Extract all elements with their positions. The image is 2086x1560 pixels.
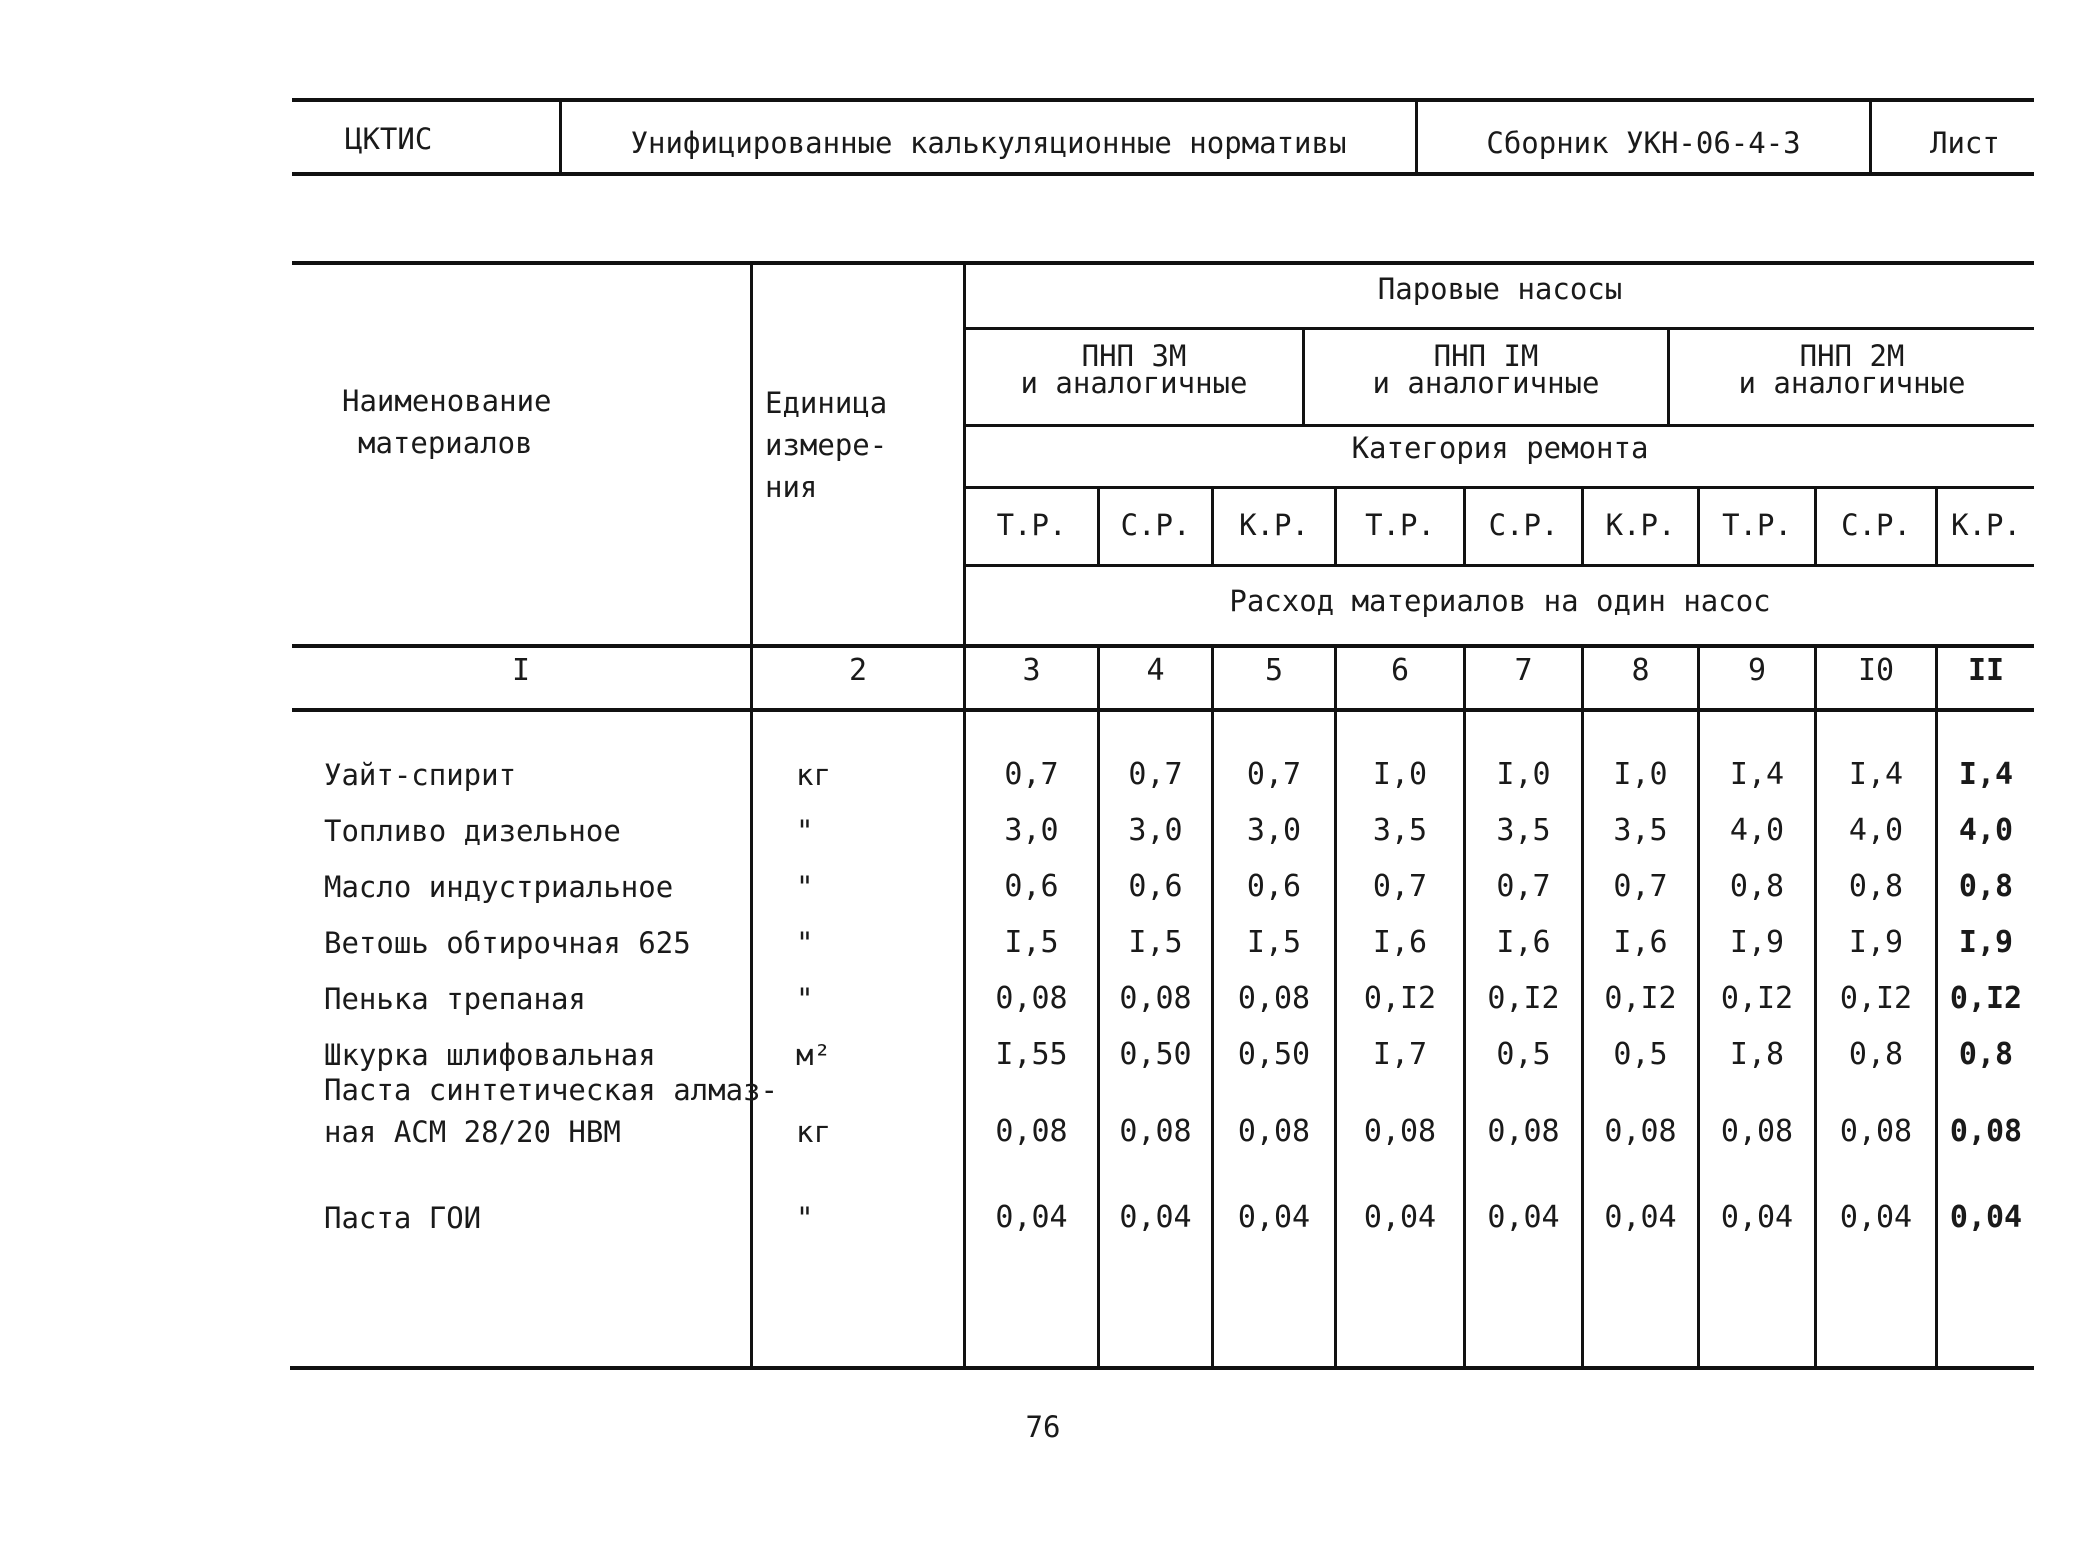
value-cell: 0,6 <box>1128 869 1183 904</box>
repair-type-cell: К.Р. <box>1605 508 1676 542</box>
value-cell: 4,0 <box>1729 813 1785 848</box>
value-cell: 0,50 <box>1119 1037 1192 1072</box>
value-cell: 0,08 <box>1949 1114 2023 1149</box>
value-cell: 3,5 <box>1613 813 1668 848</box>
value-cell: 0,08 <box>1839 1114 1913 1149</box>
repair-type-cell: К.Р. <box>1239 508 1309 542</box>
unit-cell: " <box>796 926 814 960</box>
value-cell: 0,5 <box>1496 1037 1551 1072</box>
value-cell: 0,08 <box>1487 1114 1560 1149</box>
value-cell: 0,8 <box>1848 1037 1904 1072</box>
unit-cell: кг <box>796 1115 831 1149</box>
value-cell: 0,08 <box>995 981 1068 1016</box>
value-cell: 0,8 <box>1729 869 1785 904</box>
value-cell: I,6 <box>1372 925 1428 960</box>
repair-type-cell: Т.Р. <box>1365 508 1435 542</box>
value-cell: I,6 <box>1613 925 1668 960</box>
value-cell: 0,08 <box>1363 1114 1437 1149</box>
unit-cell: м² <box>796 1038 831 1072</box>
column-number: 8 <box>1631 653 1650 688</box>
value-cell: I,4 <box>1729 757 1785 792</box>
unit-cell: " <box>796 982 814 1016</box>
header-sheet: Лист <box>1930 126 2000 160</box>
repair-type-cell: Т.Р. <box>996 508 1067 542</box>
value-cell: 0,08 <box>1119 1114 1192 1149</box>
value-cell: 0,7 <box>1246 757 1302 792</box>
value-cell: 0,08 <box>1720 1114 1794 1149</box>
column-number: 9 <box>1747 653 1767 688</box>
column-number: 6 <box>1390 653 1410 688</box>
value-cell: I,5 <box>1128 925 1183 960</box>
repair-type-cell: Т.Р. <box>1722 508 1792 542</box>
value-cell: 0,I2 <box>1949 981 2023 1016</box>
header-title: Унифицированные калькуляционные нормативы <box>630 126 1347 160</box>
value-cell: 3,0 <box>1004 813 1059 848</box>
material-name: Паста ГОИ <box>324 1201 482 1235</box>
value-cell: 0,08 <box>1237 981 1311 1016</box>
value-cell: 0,I2 <box>1839 981 1913 1016</box>
value-cell: 0,04 <box>1237 1200 1311 1235</box>
value-cell: I,7 <box>1372 1037 1428 1072</box>
unit-cell: " <box>796 870 814 904</box>
value-cell: 4,0 <box>1848 813 1904 848</box>
column-number: 3 <box>1022 653 1041 688</box>
value-cell: 0,04 <box>1839 1200 1913 1235</box>
material-name: Шкурка шлифовальная <box>324 1038 656 1072</box>
value-cell: I,0 <box>1496 757 1551 792</box>
material-name: Уайт-спирит <box>324 758 517 792</box>
value-cell: 0,8 <box>1958 1037 2014 1072</box>
value-cell: 0,I2 <box>1604 981 1677 1016</box>
column-number: II <box>1967 653 2005 688</box>
value-cell: 0,7 <box>1128 757 1183 792</box>
unit-cell: " <box>796 814 814 848</box>
value-cell: 0,08 <box>1604 1114 1677 1149</box>
value-cell: I,5 <box>1004 925 1059 960</box>
value-cell: I,9 <box>1958 925 2014 960</box>
header-collection: Сборник УКН-06-4-3 <box>1486 126 1801 160</box>
value-cell: 3,5 <box>1496 813 1551 848</box>
value-cell: I,9 <box>1848 925 1904 960</box>
value-cell: I,0 <box>1613 757 1668 792</box>
value-cell: 0,04 <box>1487 1200 1560 1235</box>
consumption-title: Расход материалов на один насос <box>1229 584 1771 618</box>
value-cell: I,6 <box>1496 925 1551 960</box>
value-cell: I,55 <box>995 1037 1068 1072</box>
value-cell: I,9 <box>1729 925 1785 960</box>
material-name: Ветошь обтирочная 625 <box>324 926 691 960</box>
value-cell: 3,5 <box>1372 813 1428 848</box>
material-name: Топливо дизельное <box>324 814 621 848</box>
value-cell: 0,7 <box>1372 869 1428 904</box>
value-cell: 0,8 <box>1848 869 1904 904</box>
repair-type-cell: С.Р. <box>1120 508 1191 542</box>
value-cell: 0,04 <box>995 1200 1068 1235</box>
value-cell: I,5 <box>1246 925 1302 960</box>
column-number: 2 <box>848 653 868 688</box>
value-cell: 3,0 <box>1128 813 1183 848</box>
column-number: 4 <box>1146 653 1165 688</box>
value-cell: 0,I2 <box>1720 981 1794 1016</box>
value-cell: 0,04 <box>1363 1200 1437 1235</box>
value-cell: I,0 <box>1372 757 1428 792</box>
value-cell: 0,04 <box>1949 1200 2023 1235</box>
value-cell: 0,7 <box>1004 757 1059 792</box>
value-cell: 0,I2 <box>1363 981 1437 1016</box>
value-cell: 0,6 <box>1004 869 1059 904</box>
value-cell: I,8 <box>1729 1037 1785 1072</box>
value-cell: 0,04 <box>1604 1200 1677 1235</box>
value-cell: 4,0 <box>1958 813 2014 848</box>
column-number: I <box>511 653 531 688</box>
value-cell: 0,7 <box>1613 869 1668 904</box>
value-cell: I,4 <box>1958 757 2014 792</box>
group-title: Паровые насосы <box>1377 272 1623 306</box>
value-cell: 0,I2 <box>1487 981 1560 1016</box>
value-cell: 0,04 <box>1119 1200 1192 1235</box>
repair-category-title: Категория ремонта <box>1351 431 1649 465</box>
column-number: 5 <box>1264 653 1284 688</box>
unit-cell: " <box>796 1201 814 1235</box>
material-name: Паста синтетическая алмаз- <box>324 1073 778 1107</box>
page-number: 76 <box>1025 1410 1061 1444</box>
column-number: I0 <box>1857 653 1895 688</box>
material-name: Пенька трепаная <box>324 982 586 1016</box>
value-cell: 0,50 <box>1237 1037 1311 1072</box>
value-cell: 0,04 <box>1720 1200 1794 1235</box>
value-cell: 0,08 <box>995 1114 1068 1149</box>
value-cell: I,4 <box>1848 757 1904 792</box>
value-cell: 0,8 <box>1958 869 2014 904</box>
column-number: 7 <box>1514 653 1533 688</box>
repair-type-cell: С.Р. <box>1488 508 1559 542</box>
unit-cell: кг <box>796 758 831 792</box>
material-name: ная АСМ 28/20 НВМ <box>324 1115 621 1149</box>
header-org: ЦКТИС <box>345 122 433 156</box>
value-cell: 0,08 <box>1237 1114 1311 1149</box>
value-cell: 0,6 <box>1246 869 1302 904</box>
repair-type-cell: С.Р. <box>1841 508 1911 542</box>
value-cell: 0,7 <box>1496 869 1551 904</box>
value-cell: 3,0 <box>1246 813 1302 848</box>
value-cell: 0,5 <box>1613 1037 1668 1072</box>
repair-type-cell: К.Р. <box>1951 508 2021 542</box>
value-cell: 0,08 <box>1119 981 1192 1016</box>
material-name: Масло индустриальное <box>324 870 674 904</box>
